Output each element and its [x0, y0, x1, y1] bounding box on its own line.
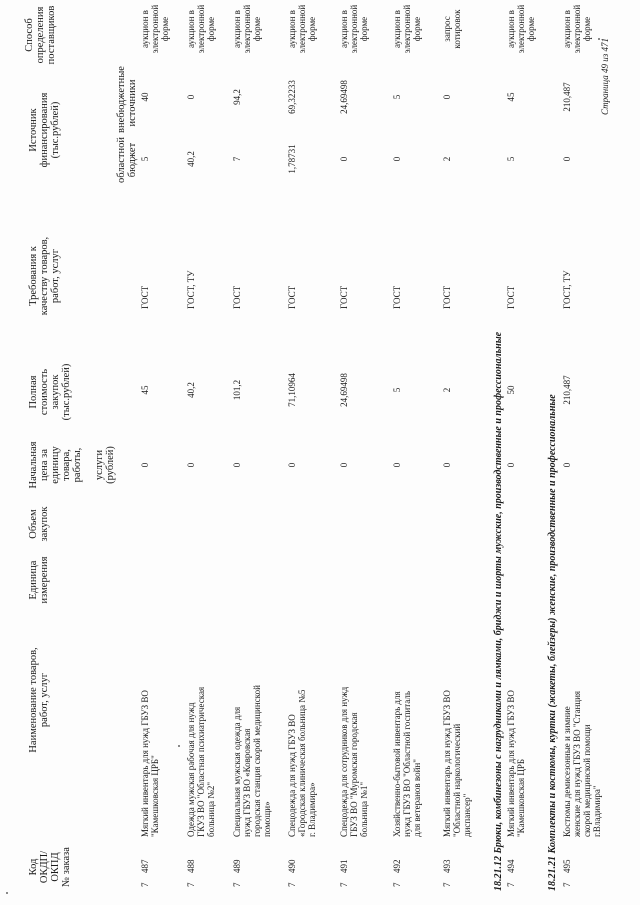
- row-method-line: форме: [252, 16, 262, 42]
- row-full-cost: 210,487: [562, 375, 572, 405]
- row-regional: 7: [232, 156, 242, 162]
- row-regional: 40,2: [186, 151, 196, 167]
- row-method-line: котировок: [452, 9, 462, 49]
- row-name-line: Специальная мужская одежда для: [232, 706, 242, 837]
- row-name-line: больница №1": [359, 781, 369, 837]
- row-code: 7: [287, 882, 297, 887]
- category-code: 18.21.21: [547, 856, 558, 891]
- category-code: 18.21.12: [493, 856, 504, 891]
- row-start-price: 0: [287, 462, 297, 468]
- row-start-price: 0: [562, 462, 572, 468]
- row-method-line: аукцион в: [140, 10, 150, 48]
- row-requirements: ГОСТ, ТУ: [562, 270, 572, 309]
- row-method-line: электронной: [402, 4, 412, 54]
- header-source: Источник финансирования (тыс.рублей): [28, 92, 61, 168]
- page-footer: Страница 49 из 471: [600, 38, 610, 115]
- row-name-line: Мягкий инвентарь для нужд ГБУЗ ВО: [140, 690, 150, 837]
- row-full-cost: 45: [140, 385, 150, 395]
- row-name: [392, 691, 422, 837]
- row-method-line: электронной: [150, 4, 160, 54]
- row-method: [392, 3, 422, 55]
- row-full-cost: 40,2: [186, 382, 196, 398]
- row-start-price: 0: [506, 462, 516, 468]
- row-start-price: 0: [442, 462, 452, 468]
- header-source-offbudget: внебюджетные источники: [116, 66, 138, 133]
- row-regional: 5: [140, 156, 150, 162]
- row-requirements: ГОСТ: [506, 285, 516, 309]
- category-title: Комплекты и костюмы, куртки (жакеты, блейзеры) женские, производственные и профессиональные: [547, 394, 558, 854]
- header-start-price: Начальная цена за единицу товара, работы, услуги (рублей): [28, 441, 116, 489]
- row-offbudget: 94,2: [232, 89, 242, 105]
- row-requirements: ГОСТ: [392, 285, 402, 309]
- row-regional: 5: [506, 156, 516, 162]
- row-requirements: ГОСТ: [140, 285, 150, 309]
- row-code: 7: [186, 882, 196, 887]
- header-volume: Объем закупок: [28, 506, 50, 542]
- row-method-line: аукцион в: [287, 10, 297, 48]
- row-name-line: больница №2": [206, 781, 216, 837]
- row-name-line: Мягкий инвентарь для нужд ГБУЗ ВО: [442, 690, 452, 837]
- row-name-line: диспансер": [462, 793, 472, 837]
- row-regional: 0: [339, 156, 349, 162]
- row-name-line: г. Владимира»: [307, 782, 317, 837]
- row-method-line: электронной: [242, 4, 252, 54]
- row-method-line: аукцион в: [186, 10, 196, 48]
- row-method-line: запрос: [442, 16, 452, 42]
- scan-speck: [598, 38, 600, 40]
- row-name-line: «Городская клиническая больница №5: [297, 689, 307, 837]
- row-name-line: Хозяйственно-бытовой инвентарь для: [392, 691, 402, 837]
- row-requirements: ГОСТ, ТУ: [186, 270, 196, 309]
- row-full-cost: 71,10964: [287, 373, 297, 407]
- row-name: [562, 691, 602, 837]
- row-requirements: ГОСТ: [339, 285, 349, 309]
- row-offbudget: 210,487: [562, 82, 572, 112]
- row-method-line: электронной: [349, 4, 359, 54]
- row-name-line: Мягкий инвентарь для нужд ГБУЗ ВО: [506, 690, 516, 837]
- row-method: [232, 3, 262, 55]
- row-name-line: для ветеранов войн": [412, 759, 422, 837]
- row-name-line: "Камешковская ЦРБ": [150, 755, 160, 837]
- row-offbudget: 0: [442, 94, 452, 100]
- row-full-cost: 24,69498: [339, 373, 349, 407]
- row-name-line: Спецодежда для сотрудников для нужд: [339, 686, 349, 837]
- row-name-line: нужд ГБУЗ ВО «Ковровская: [242, 728, 252, 837]
- row-method-line: аукцион в: [339, 10, 349, 48]
- row-method-line: форме: [526, 16, 536, 42]
- row-method: [287, 3, 317, 55]
- row-regional: 2: [442, 156, 452, 162]
- row-requirements: ГОСТ: [442, 285, 452, 309]
- row-name-line: Спецодежда для нужд ГБУЗ ВО: [287, 714, 297, 837]
- header-unit: Единица измерения: [28, 556, 50, 604]
- row-name: [506, 690, 526, 837]
- header-name: Наименование товаров, работ, услуг: [28, 647, 50, 753]
- row-number: 489: [232, 859, 242, 873]
- row-offbudget: 0: [186, 94, 196, 100]
- row-regional: 0: [562, 156, 572, 162]
- header-method: Способ определения поставщиков: [24, 5, 57, 65]
- row-method-line: электронной: [516, 4, 526, 54]
- row-requirements: ГОСТ: [287, 285, 297, 309]
- row-full-cost: 2: [442, 387, 452, 393]
- row-code: 7: [392, 882, 402, 887]
- row-offbudget: 24,69498: [339, 80, 349, 114]
- header-source-regional: областной бюджет: [116, 137, 138, 183]
- row-offbudget: 45: [506, 92, 516, 102]
- row-method-line: аукцион в: [232, 10, 242, 48]
- row-regional: 1,78731: [287, 144, 297, 174]
- row-method-line: аукцион в: [392, 10, 402, 48]
- row-name: [339, 687, 369, 837]
- row-offbudget: 5: [392, 94, 402, 100]
- row-name: [287, 690, 317, 837]
- category-header: [494, 332, 504, 891]
- row-name-line: Одежда мужская рабочая для нужд: [186, 702, 196, 837]
- row-method: [140, 3, 170, 55]
- row-regional: 0: [392, 156, 402, 162]
- row-number: 492: [392, 859, 402, 873]
- row-name-line: г.Владимира": [592, 785, 602, 837]
- row-name: [186, 687, 216, 837]
- row-offbudget: 40: [140, 92, 150, 102]
- row-method-line: форме: [206, 16, 216, 42]
- header-full-cost: Полная стоимость закупок (тыс.рублей): [28, 363, 72, 421]
- row-method: [339, 3, 369, 55]
- row-name-line: нужд ГБУЗ ВО "Областной госпиталь: [402, 691, 412, 837]
- row-requirements: ГОСТ: [232, 285, 242, 309]
- row-name-line: скорой медицинской помощи: [582, 724, 592, 837]
- row-number: 488: [186, 859, 196, 873]
- row-code: 7: [339, 882, 349, 887]
- row-method: [562, 3, 592, 55]
- scan-speck: [178, 745, 180, 747]
- row-start-price: 0: [392, 462, 402, 468]
- row-code: 7: [232, 882, 242, 887]
- row-start-price: 0: [140, 462, 150, 468]
- header-code: Код ОКДП/ ОКПД № заказа: [28, 847, 72, 887]
- row-number: 487: [140, 859, 150, 873]
- category-title: Брюки, комбинезоны с нагрудниками и лямками, бриджи и шорты мужские, производственные и профессиональные: [493, 331, 504, 854]
- row-code: 7: [562, 882, 572, 887]
- row-method: [186, 3, 216, 55]
- row-number: 494: [506, 859, 516, 873]
- category-header: [548, 394, 558, 891]
- row-code: 7: [506, 882, 516, 887]
- row-name-line: ГКУЗ ВО "Областная психиатрическая: [196, 686, 206, 837]
- row-name-line: городская станция скорой медицинской: [252, 685, 262, 837]
- row-code: 7: [140, 882, 150, 887]
- row-name: [140, 690, 160, 837]
- row-name: [442, 690, 472, 837]
- row-method: [442, 3, 462, 55]
- row-method-line: электронной: [572, 4, 582, 54]
- row-method-line: электронной: [196, 4, 206, 54]
- row-full-cost: 101,2: [232, 379, 242, 401]
- row-number: 491: [339, 859, 349, 873]
- row-code: 7: [442, 882, 452, 887]
- row-method: [506, 3, 536, 55]
- row-name-line: помощи»: [262, 801, 272, 837]
- row-full-cost: 5: [392, 387, 402, 393]
- row-number: 493: [442, 859, 452, 873]
- row-method-line: форме: [307, 16, 317, 42]
- scan-speck: [6, 892, 8, 894]
- row-name: [232, 685, 272, 837]
- row-method-line: аукцион в: [506, 10, 516, 48]
- row-offbudget: 69,32233: [287, 80, 297, 114]
- header-requirements: Требования к качеству товаров, работ, услуг: [28, 236, 61, 316]
- row-full-cost: 50: [506, 385, 516, 395]
- row-method-line: форме: [359, 16, 369, 42]
- row-method-line: форме: [412, 16, 422, 42]
- row-name-line: ГБУЗ ВО "Муромская городская: [349, 712, 359, 837]
- row-name-line: Костюмы демисезонные и зимние: [562, 706, 572, 837]
- row-method-line: электронной: [297, 4, 307, 54]
- row-number: 495: [562, 859, 572, 873]
- row-number: 490: [287, 859, 297, 873]
- row-method-line: аукцион в: [562, 10, 572, 48]
- row-start-price: 0: [339, 462, 349, 468]
- row-name-line: "Камешковская ЦРБ: [516, 758, 526, 837]
- row-method-line: форме: [582, 16, 592, 42]
- row-method-line: форме: [160, 16, 170, 42]
- row-name-line: женские для нужд ГБУЗ ВО "Станция: [572, 690, 582, 837]
- row-start-price: 0: [232, 462, 242, 468]
- row-start-price: 0: [186, 462, 196, 468]
- row-name-line: "Областной наркологический: [452, 723, 462, 837]
